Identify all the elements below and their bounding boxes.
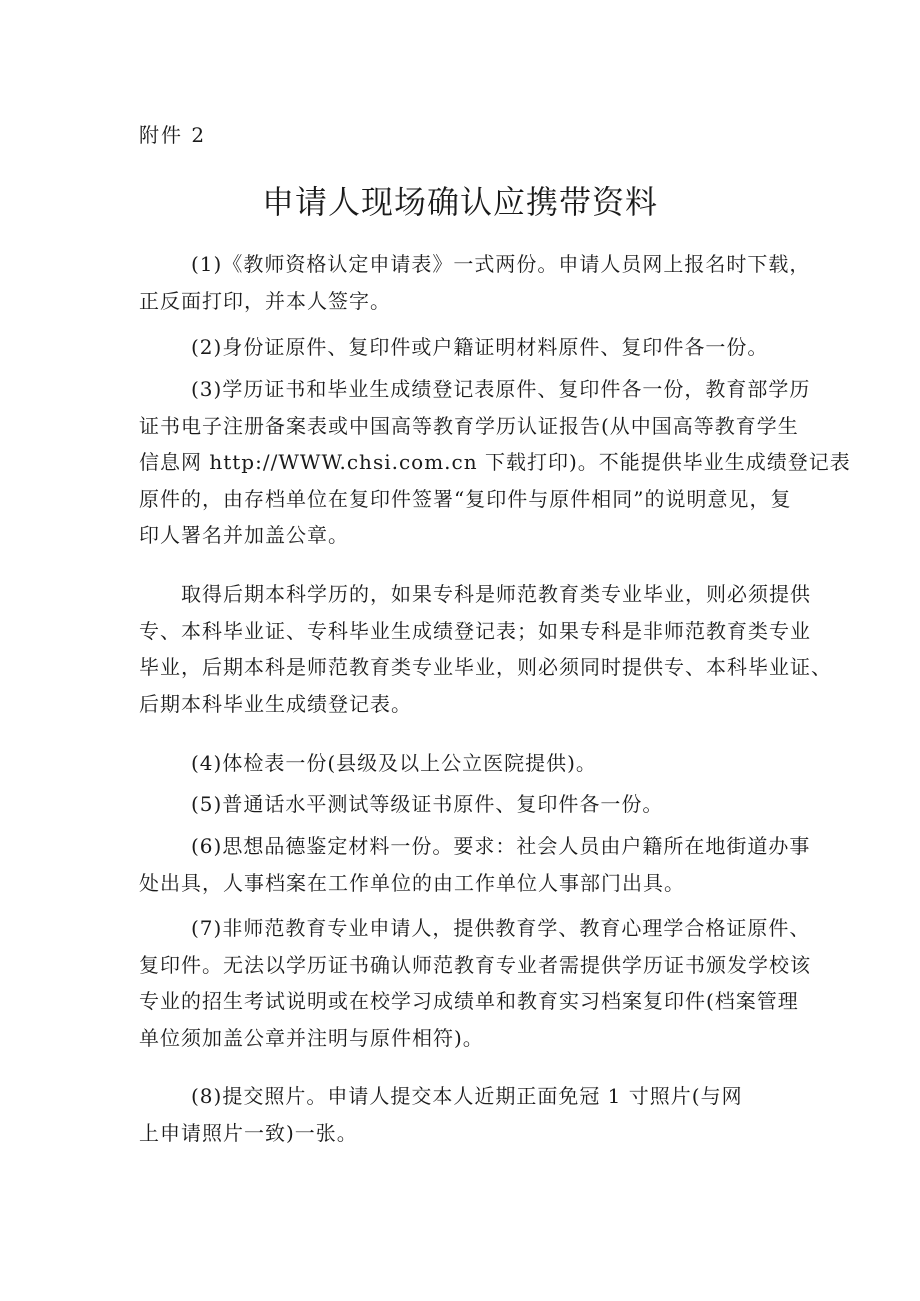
paragraph-6 (139, 786, 799, 823)
paragraph-line: 取得后期本科学历的，如果专科是师范教育类专业毕业，则必须提供 (181, 582, 811, 606)
paragraph-line: (5)普通话水平测试等级证书原件、复印件各一份。 (191, 792, 664, 816)
paragraph-1 (139, 246, 811, 319)
paragraph-line: 复印件。无法以学历证书确认师范教育专业者需提供学历证书颁发学校该 (139, 952, 811, 977)
paragraph-line: 专、本科毕业证、专科毕业生成绩登记表；如果专科是非师范教育类专业 (139, 618, 811, 643)
paragraph-line: 印人署名并加盖公章。 (139, 523, 349, 548)
paragraph-line: (6)思想品德鉴定材料一份。要求：社会人员由户籍所在地街道办事 (191, 834, 811, 858)
paragraph-line: 后期本科毕业生成绩登记表。 (139, 691, 412, 716)
paragraph-2 (139, 329, 799, 366)
attachment-label: 附件 2 (139, 123, 207, 147)
paragraph-5 (139, 745, 799, 782)
paragraph-7 (139, 828, 811, 901)
paragraph-line: (8)提交照片。申请人提交本人近期正面免冠 1 寸照片(与网 (191, 1084, 743, 1108)
paragraph-line: 原件的，由存档单位在复印件签署“复印件与原件相同”的说明意见，复 (139, 486, 792, 511)
paragraph-line: 正反面打印，并本人签字。 (139, 288, 391, 313)
paragraph-line: 专业的招生考试说明或在校学习成绩单和教育实习档案复印件(档案管理 (139, 989, 799, 1014)
paragraph-line: 信息网 http://WWW.chsi.com.cn 下载打印)。不能提供毕业生成绩登记表 (139, 450, 851, 475)
paragraph-line: (2)身份证原件、复印件或户籍证明材料原件、复印件各一份。 (191, 335, 769, 359)
paragraph-line: 毕业，后期本科是师范教育类专业毕业，则必须同时提供专、本科毕业证、 (139, 655, 832, 680)
paragraph-line: 处出具，人事档案在工作单位的由工作单位人事部门出具。 (139, 870, 685, 895)
paragraph-line: 单位须加盖公章并注明与原件相符)。 (139, 1025, 484, 1050)
paragraph-line: (7)非师范教育专业申请人，提供教育学、教育心理学合格证原件、 (191, 916, 811, 940)
paragraph-line: 证书电子注册备案表或中国高等教育学历认证报告(从中国高等教育学生 (139, 413, 799, 438)
page-title: 申请人现场确认应携带资料 (261, 183, 658, 221)
paragraph-4 (139, 576, 832, 722)
paragraph-3 (139, 371, 851, 554)
paragraph-line: (3)学历证书和毕业生成绩登记表原件、复印件各一份，教育部学历 (191, 377, 811, 401)
paragraph-9 (139, 1078, 799, 1151)
paragraph-line: 上申请照片一致)一张。 (139, 1120, 358, 1145)
paragraph-8 (139, 910, 811, 1056)
paragraph-line: (4)体检表一份(县级及以上公立医院提供)。 (191, 751, 597, 775)
paragraph-line: (1)《教师资格认定申请表》一式两份。申请人员网上报名时下载， (191, 252, 811, 276)
